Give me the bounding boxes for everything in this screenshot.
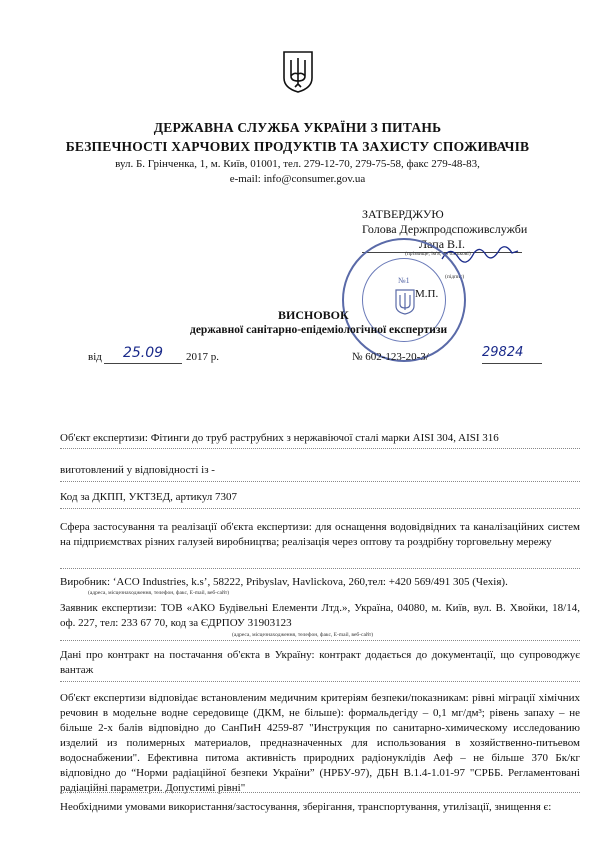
divider-scope <box>60 568 580 569</box>
scope-of-application: Сфера застосування та реалізації об'єкта експертизи: для оснащення водовідвідних та каналізаційних систем на підприємствах різних галузей виробництва; реалізація через оптову та роздрібну торговельну мережу <box>60 521 580 548</box>
divider-contract <box>60 681 580 682</box>
contract-info: Дані про контракт на постачання об'єкта в Україну: контракт додається до документації, що супроводжує вантаж <box>60 649 580 676</box>
approval-mp: М.П. <box>415 288 439 300</box>
producer-caption: (адреса, місцезнаходження, телефон, факс, E-mail, веб-сайт) <box>88 590 230 596</box>
approval-position: Голова Держпродспоживслужби <box>362 222 528 236</box>
expertise-object: Об'єкт експертизи: Фітинги до труб раструбних з нержавіючої сталі марки AISI 304, AISI 316 <box>60 432 499 444</box>
manufactured-by-standard: виготовлений у відповідності із - <box>60 464 215 476</box>
approval-name-caption: (прізвище, ім'я, по батькові) <box>405 251 471 257</box>
conclusion-subtitle: державної санітарно-епідеміологічної експертизи <box>190 324 448 336</box>
conclusion-title: ВИСНОВОК <box>278 308 349 322</box>
divider-manufactured <box>60 481 580 482</box>
safety-criteria: Об'єкт експертизи відповідає встановленим медичним критеріям безпеки/показникам: рівні міграції хімічних речовин в модельне водне середовище (ДКМ, не більше): формальдегіду – 0,1 мг/дм³; рівень запаху – не більше 2-х балів відповідно до СанПиН 4259-87 "Инструкция по санитарно-химическому исследованию изделий из полимерных материалов, предназначенных для использования в хозяйственно-питьевом водоснабжении". Ефективна питома активність природних радіонуклідів Аеф – не більше 370 Бк/кг відповідно до “Норми радіаційної безпеки України” (НРБУ-97), ДБН В.1.4-1.01-97 "СРББ. Регламентовані радіаційні параметри. Допустимі рівні" <box>60 692 580 794</box>
org-address: вул. Б. Грінченка, 1, м. Київ, 01001, тел. 279-12-70, 279-75-58, факс 279-48-83, <box>115 158 480 170</box>
number-handwritten: 29824 <box>482 345 542 364</box>
number-prefix: № 602-123-20-3/ <box>352 351 429 363</box>
org-name-line1: ДЕРЖАВНА СЛУЖБА УКРАЇНИ З ПИТАНЬ <box>153 120 442 135</box>
date-handwritten: 25.09 <box>104 345 182 364</box>
date-year: 2017 р. <box>186 351 219 363</box>
approval-title: ЗАТВЕРДЖУЮ <box>362 207 444 221</box>
divider-criteria <box>60 792 580 793</box>
approval-sign-caption: (підпис) <box>445 274 465 280</box>
official-stamp <box>342 238 466 362</box>
org-email: e-mail: info@consumer.gov.ua <box>229 173 366 185</box>
applicant-info: Заявник експертизи: ТОВ «АКО Будівельні Елементи Лтд.», Україна, 04080, м. Київ, вул. В. Хвойки, 18/14, оф. 227, тел: 233 67 70, код за ЄДРПОУ 31903123 <box>60 602 580 629</box>
product-code: Код за ДКПП, УКТЗЕД, артикул 7307 <box>60 491 237 503</box>
producer-info: Виробник: ‘ACO Industries, k.s’, 58222, Pribyslav, Havlickova, 260,тел: +420 569/491 305 (Чехія). <box>60 576 508 588</box>
divider-applicant <box>60 640 580 641</box>
storage-conditions: Необхідними умовами використання/застосування, зберігання, транспортування, утилізації, знищення є: <box>60 801 552 813</box>
org-name-line2: БЕЗПЕЧНОСТІ ХАРЧОВИХ ПРОДУКТІВ ТА ЗАХИСТУ СПОЖИВАЧІВ <box>65 139 530 154</box>
applicant-caption: (адреса, місцезнаходження, телефон, факс, E-mail, веб-сайт) <box>232 632 374 638</box>
stamp-coat-icon <box>394 288 416 321</box>
divider-object <box>60 448 580 449</box>
coat-of-arms-icon <box>282 50 314 94</box>
approval-name: Лапа В.І. <box>362 237 522 253</box>
stamp-number: №1 <box>398 276 410 285</box>
divider-code <box>60 508 580 509</box>
date-prefix: від <box>88 351 102 363</box>
